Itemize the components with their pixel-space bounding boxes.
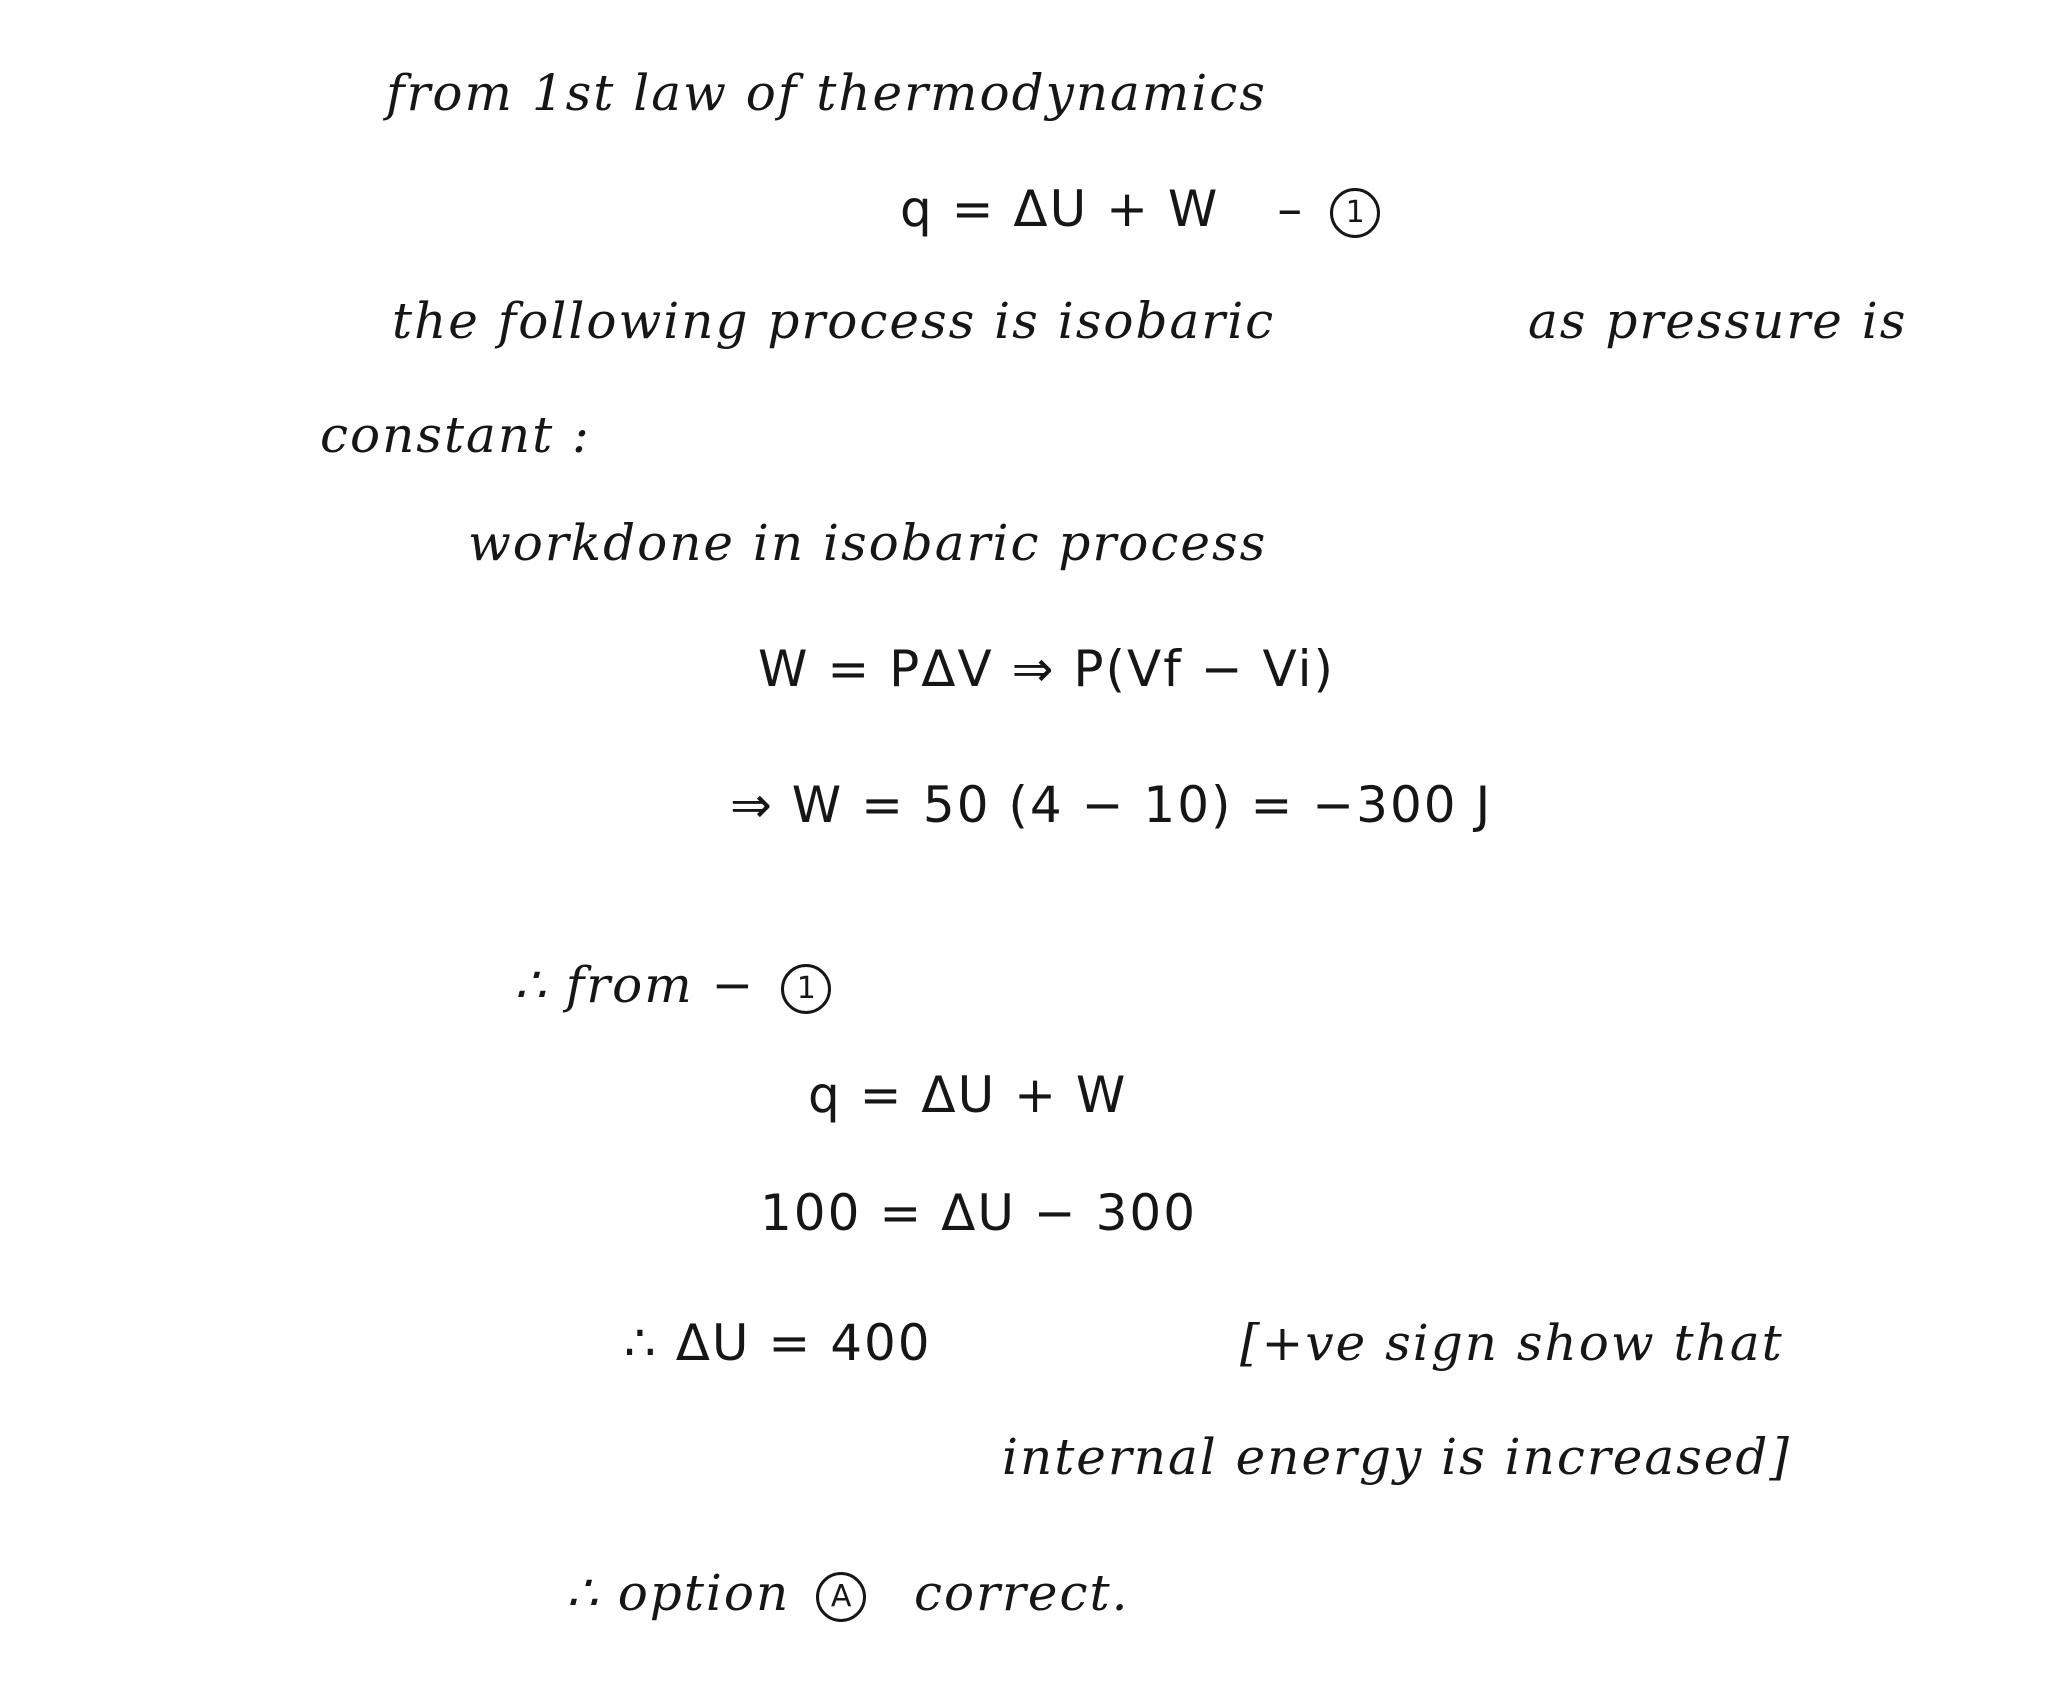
- equation-text: q = ΔU + W: [900, 180, 1220, 238]
- equation-first-law: [900, 180, 1380, 238]
- statement-isobaric: the following process is isobaric: [392, 292, 1276, 350]
- option-text: ∴ option: [566, 1564, 791, 1622]
- conclusion-option: [566, 1564, 1130, 1622]
- heading-workdone: workdone in isobaric process: [468, 514, 1268, 572]
- work-definition-text: W = PΔV ⇒ P(Vf − Vi): [758, 640, 1336, 698]
- equation-reference-1: 1: [781, 964, 831, 1014]
- result-delta-u: [624, 1314, 932, 1372]
- equation-dash: –: [1277, 180, 1305, 238]
- work-value-text: ⇒ W = 50 (4 − 10) = −300 J: [730, 776, 1493, 834]
- equation-work-definition: [758, 640, 1336, 698]
- note-sign: [+ve sign show that: [1240, 1314, 1784, 1372]
- equation-work-value: [730, 776, 1493, 834]
- option-a-circled: A: [816, 1572, 866, 1622]
- statement-constant: constant :: [320, 406, 591, 464]
- statement-pressure: as pressure is: [1528, 292, 1908, 350]
- restated-text: q = ΔU + W: [808, 1066, 1128, 1124]
- substituted-text: 100 = ΔU − 300: [760, 1184, 1198, 1242]
- note-internal-energy: internal energy is increased]: [1002, 1428, 1791, 1486]
- equation-restated: [808, 1066, 1128, 1124]
- delta-u-text: ∴ ΔU = 400: [624, 1314, 932, 1372]
- from-text: ∴ from −: [514, 956, 756, 1014]
- correct-text: correct.: [914, 1564, 1130, 1622]
- equation-number-1: 1: [1330, 188, 1380, 238]
- equation-substituted: [760, 1184, 1198, 1242]
- heading-first-law: from 1st law of thermodynamics: [386, 64, 1267, 122]
- from-equation-1: [514, 956, 831, 1014]
